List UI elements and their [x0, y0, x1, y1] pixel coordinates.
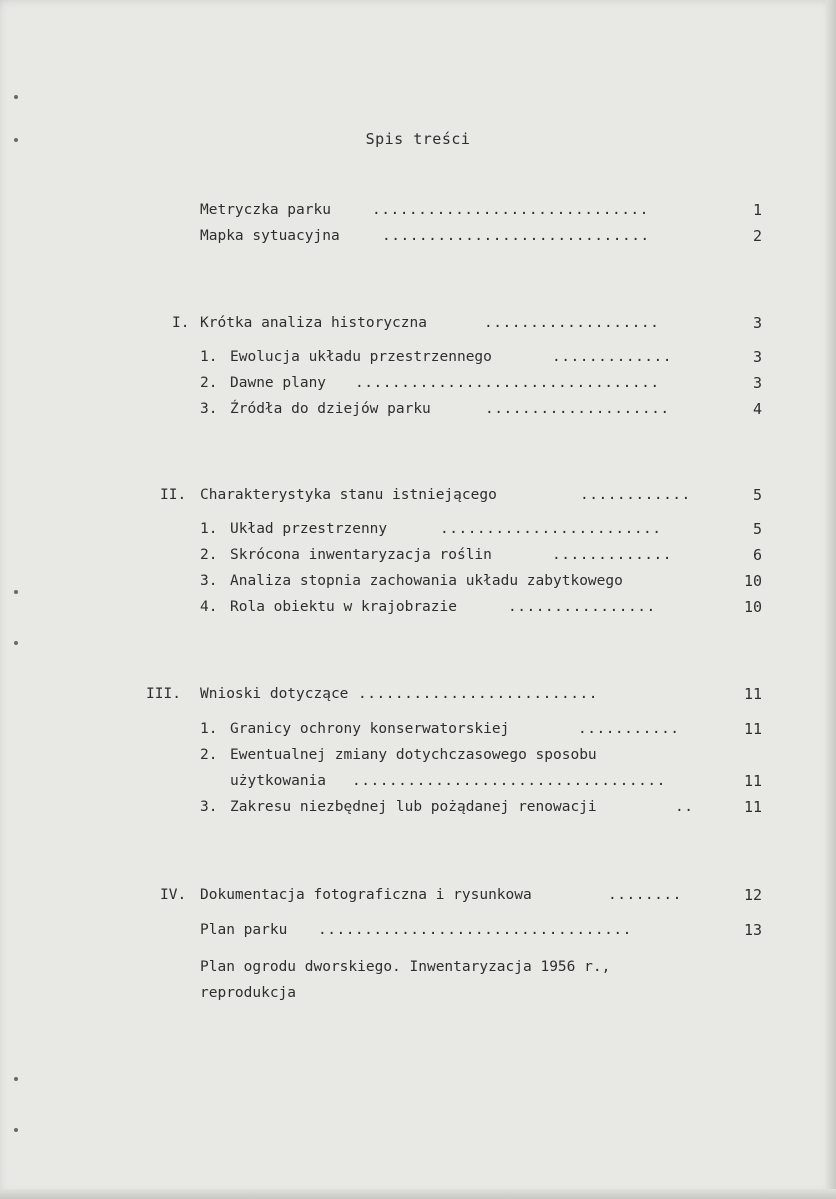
toc-entry-text: Mapka sytuacyjna: [200, 228, 340, 244]
toc-leader-dots: ....................: [485, 401, 670, 417]
toc-section-number: IV.: [160, 887, 187, 903]
toc-entry-text: Granicy ochrony konserwatorskiej: [230, 721, 510, 737]
toc-section-number: II.: [160, 487, 187, 503]
toc-page-number: 10: [743, 598, 762, 616]
toc-entry: [200, 571, 700, 591]
toc-leader-dots: ..........................: [358, 686, 598, 702]
toc-entry: [200, 226, 700, 246]
toc-page-number: 2: [752, 227, 762, 245]
toc-section-heading: [172, 313, 700, 333]
toc-item-number: 3.: [200, 799, 218, 815]
toc-page-number: 5: [752, 520, 762, 538]
toc-page-number: 5: [752, 486, 762, 504]
punch-hole-mark: [14, 641, 18, 645]
punch-hole-mark: [14, 590, 18, 594]
toc-entry-text: Krótka analiza historyczna: [200, 315, 427, 331]
toc-entry-text: Wnioski dotyczące: [200, 686, 349, 702]
toc-entry-text: Charakterystyka stanu istniejącego: [200, 487, 497, 503]
toc-entry-text: Analiza stopnia zachowania układu zabytkowego: [230, 573, 623, 589]
toc-entry: [200, 920, 700, 940]
toc-item-number: 3.: [200, 573, 218, 589]
toc-section-heading: [160, 885, 700, 905]
toc-entry-continuation: [200, 983, 700, 1003]
toc-entry: [200, 347, 700, 367]
toc-leader-dots: .............................: [382, 228, 650, 244]
toc-leader-dots: ...........: [578, 721, 680, 737]
punch-hole-mark: [14, 1128, 18, 1132]
toc-leader-dots: ..: [675, 799, 694, 815]
toc-leader-dots: .................................: [355, 375, 660, 391]
toc-entry-text: reprodukcja: [200, 985, 297, 1001]
toc-page-number: 10: [743, 572, 762, 590]
toc-entry-text: Ewentualnej zmiany dotychczasowego sposobu: [230, 747, 597, 763]
toc-entry-text: Rola obiektu w krajobrazie: [230, 599, 457, 615]
toc-page-number: 12: [743, 886, 762, 904]
toc-section-heading: [160, 485, 700, 505]
toc-item-number: 2.: [200, 547, 218, 563]
toc-item-number: 2.: [200, 747, 218, 763]
toc-item-number: 1.: [200, 721, 218, 737]
toc-entry: [200, 745, 700, 765]
toc-page-number: 3: [752, 348, 762, 366]
toc-page-number: 11: [743, 685, 762, 703]
toc-leader-dots: ................: [508, 599, 656, 615]
toc-page-number: 13: [743, 921, 762, 939]
toc-entry: [200, 597, 700, 617]
toc-entry-text: Źródła do dziejów parku: [230, 401, 431, 417]
toc-leader-dots: ............: [580, 487, 691, 503]
toc-page-number: 11: [743, 720, 762, 738]
page-edge-right: [826, 0, 836, 1199]
toc-leader-dots: .............: [552, 547, 672, 563]
toc-item-number: 1.: [200, 521, 218, 537]
toc-entry: [200, 519, 700, 539]
toc-page-number: 6: [752, 546, 762, 564]
toc-page-number: 3: [752, 314, 762, 332]
toc-entry-text: użytkowania: [230, 773, 327, 789]
page-edge-bottom: [0, 1189, 836, 1199]
toc-entry: [200, 200, 700, 220]
toc-entry: [200, 545, 700, 565]
toc-page-number: 4: [752, 400, 762, 418]
toc-entry-text: Plan parku: [200, 922, 288, 938]
toc-item-number: 2.: [200, 375, 218, 391]
toc-page-number: 1: [752, 201, 762, 219]
toc-section-number: I.: [172, 315, 190, 331]
toc-entry-text: Skrócona inwentaryzacja roślin: [230, 547, 492, 563]
toc-section-number: III.: [146, 686, 181, 702]
toc-entry-text: Metryczka parku: [200, 202, 331, 218]
toc-entry: [200, 373, 700, 393]
toc-entry: [200, 399, 700, 419]
punch-hole-mark: [14, 95, 18, 99]
toc-entry-continuation: [230, 771, 700, 791]
toc-leader-dots: ........: [608, 887, 682, 903]
toc-leader-dots: ........................: [440, 521, 662, 537]
toc-leader-dots: ..................................: [318, 922, 632, 938]
toc-leader-dots: ..............................: [372, 202, 649, 218]
toc-section-heading: [146, 684, 700, 704]
page-title: Spis treści: [365, 130, 471, 148]
toc-entry-text: Ewolucja układu przestrzennego: [230, 349, 492, 365]
toc-item-number: 3.: [200, 401, 218, 417]
toc-entry-text: Dawne plany: [230, 375, 327, 391]
toc-page-number: 3: [752, 374, 762, 392]
toc-leader-dots: ...................: [484, 315, 660, 331]
toc-page-number: 11: [743, 798, 762, 816]
toc-page-number: 11: [743, 772, 762, 790]
toc-entry-text: Zakresu niezbędnej lub pożądanej renowacji: [230, 799, 597, 815]
toc-entry: [200, 797, 700, 817]
toc-item-number: 4.: [200, 599, 218, 615]
toc-entry-text: Plan ogrodu dworskiego. Inwentaryzacja 1956 r.,: [200, 959, 611, 975]
toc-entry: [200, 719, 700, 739]
toc-entry-text: Układ przestrzenny: [230, 521, 388, 537]
toc-entry-text: Dokumentacja fotograficzna i rysunkowa: [200, 887, 532, 903]
toc-entry: [200, 957, 700, 977]
toc-leader-dots: ..................................: [352, 773, 666, 789]
toc-leader-dots: .............: [552, 349, 672, 365]
punch-hole-mark: [14, 1077, 18, 1081]
toc-item-number: 1.: [200, 349, 218, 365]
